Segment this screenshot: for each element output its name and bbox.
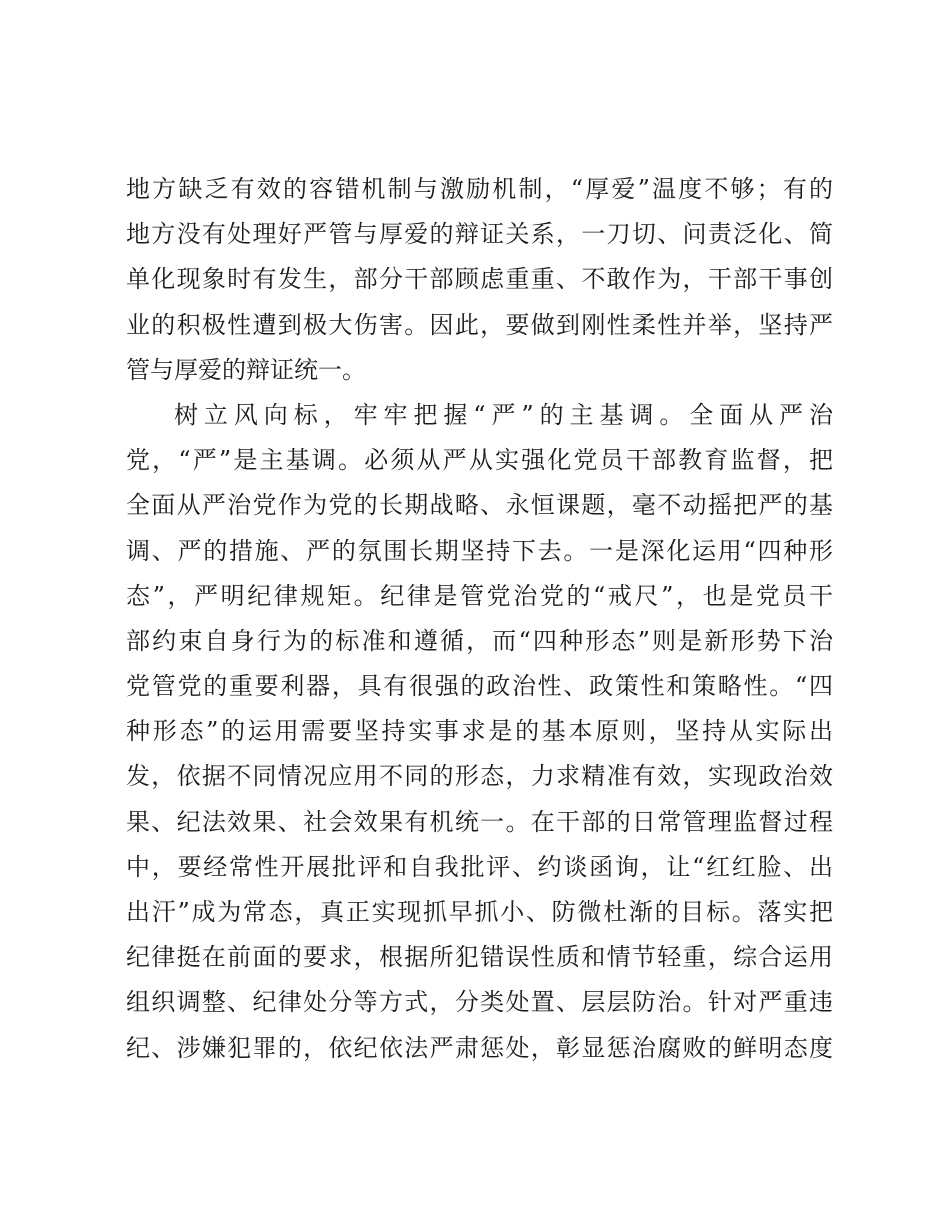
text-line: 部约束自身行为的标准和遵循，而“四种形态”则是新形势下治 <box>126 626 833 655</box>
text-line: 种形态”的运用需要坚持实事求是的基本原则，坚持从实际出 <box>126 717 833 746</box>
text-line: 地方没有处理好严管与厚爱的辩证关系，一刀切、问责泛化、简 <box>126 220 833 249</box>
text-line: 中，要经常性开展批评和自我批评、约谈函询，让“红红脸、出 <box>126 852 833 881</box>
text-line: 出汗”成为常态，真正实现抓早抓小、防微杜渐的目标。落实把 <box>126 898 833 926</box>
text-line: 果、纪法效果、社会效果有机统一。在干部的日常管理监督过程 <box>126 807 833 836</box>
text-line: 业的积极性遭到极大伤害。因此，要做到刚性柔性并举，坚持严 <box>126 310 833 339</box>
text-line: 全面从严治党作为党的长期战略、永恒课题，毫不动摇把严的基 <box>126 491 833 520</box>
text-line: 地方缺乏有效的容错机制与激励机制，“厚爱”温度不够；有的 <box>126 175 833 203</box>
paragraph-first-line: 树立风向标，牢牢把握“严”的主基调。全面从严治 <box>174 400 833 429</box>
text-line: 管与厚爱的辩证统一。 <box>126 355 366 384</box>
text-line: 态”，严明纪律规矩。纪律是管党治党的“戒尺”，也是党员干 <box>126 581 833 610</box>
text-line: 单化现象时有发生，部分干部顾虑重重、不敢作为，干部干事创 <box>126 265 833 294</box>
text-line: 纪、涉嫌犯罪的，依纪依法严肃惩处，彰显惩治腐败的鲜明态度 <box>126 1033 833 1062</box>
text-line: 调、严的措施、严的氛围长期坚持下去。一是深化运用“四种形 <box>126 536 833 565</box>
body-text <box>126 167 833 1071</box>
text-line: 组织调整、纪律处分等方式，分类处置、层层防治。针对严重违 <box>126 988 833 1017</box>
text-line: 党，“严”是主基调。必须从严从实强化党员干部教育监督，把 <box>126 446 833 475</box>
text-line: 纪律挺在前面的要求，根据所犯错误性质和情节轻重，综合运用 <box>126 943 833 972</box>
text-line: 发，依据不同情况应用不同的形态，力求精准有效，实现政治效 <box>126 762 833 791</box>
text-line: 党管党的重要利器，具有很强的政治性、政策性和策略性。“四 <box>126 672 833 701</box>
